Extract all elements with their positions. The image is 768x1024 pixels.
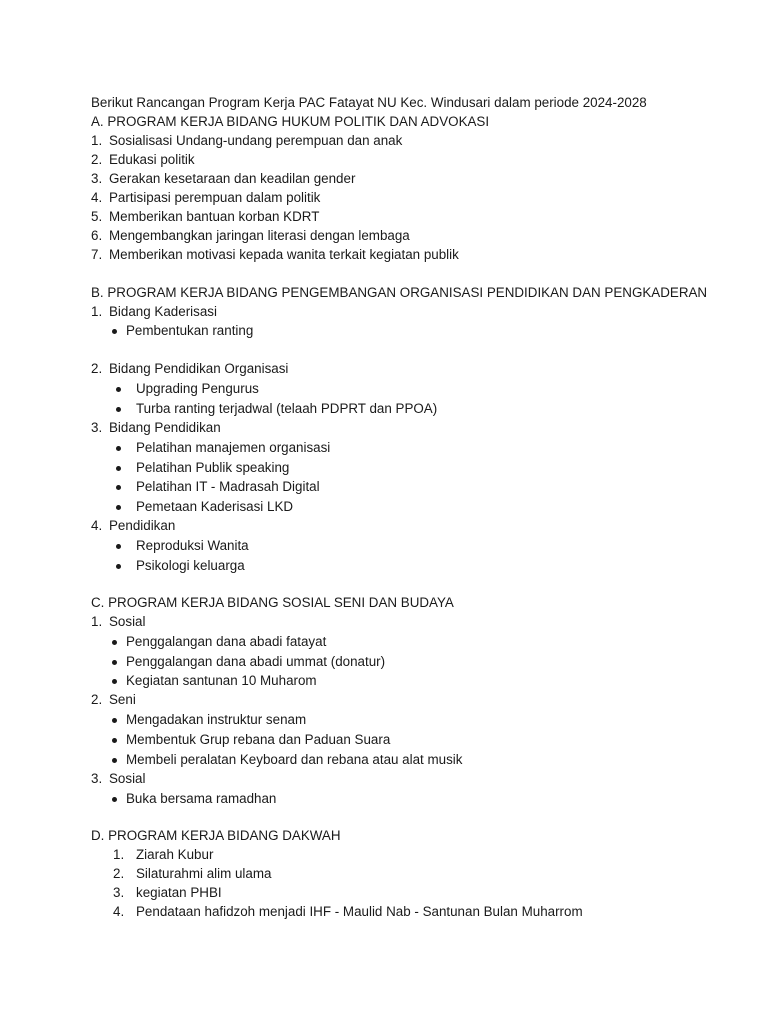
list-number: 1. (113, 847, 125, 862)
list-text: Ziarah Kubur (136, 847, 214, 862)
bullet-icon (112, 679, 117, 684)
list-text: Memberikan motivasi kepada wanita terkait kegiatan publik (109, 247, 459, 262)
list-text: Gerakan kesetaraan dan keadilan gender (109, 171, 356, 186)
list-text: Sosialisasi Undang-undang perempuan dan anak (109, 133, 403, 148)
bullet-text: Membeli peralatan Keyboard dan rebana atau alat musik (126, 752, 463, 767)
section-a-title: A. PROGRAM KERJA BIDANG HUKUM POLITIK DAN ADVOKASI (91, 114, 490, 129)
list-text: Silaturahmi alim ulama (136, 866, 272, 881)
bullet-text: Pembentukan ranting (126, 323, 254, 338)
list-text: Mengembangkan jaringan literasi dengan lembaga (109, 228, 410, 243)
list-number: 1. (91, 304, 103, 319)
list-text: Bidang Pendidikan (109, 420, 221, 435)
intro-text: Berikut Rancangan Program Kerja PAC Fatayat NU Kec. Windusari dalam periode 2024-2028 (91, 95, 647, 110)
list-number: 2. (91, 692, 103, 707)
bullet-icon (116, 387, 121, 392)
list-number: 2. (91, 361, 103, 376)
bullet-text: Kegiatan santunan 10 Muharom (126, 673, 317, 688)
section-b-title: B. PROGRAM KERJA BIDANG PENGEMBANGAN ORGANISASI PENDIDIKAN DAN PENGKADERAN (91, 285, 708, 300)
list-number: 6. (91, 228, 103, 243)
list-number: 2. (91, 152, 103, 167)
bullet-icon (112, 797, 117, 802)
list-number: 3. (91, 420, 103, 435)
list-number: 1. (91, 133, 103, 148)
bullet-icon (116, 485, 121, 490)
list-number: 4. (91, 518, 103, 533)
list-text: Sosial (109, 614, 146, 629)
bullet-icon (112, 758, 117, 763)
bullet-text: Psikologi keluarga (136, 558, 245, 573)
list-number: 3. (91, 171, 103, 186)
list-text: Bidang Pendidikan Organisasi (109, 361, 289, 376)
bullet-text: Pelatihan manajemen organisasi (136, 440, 331, 455)
list-number: 7. (91, 247, 103, 262)
bullet-text: Pelatihan Publik speaking (136, 460, 290, 475)
list-number: 3. (113, 885, 125, 900)
list-number: 1. (91, 614, 103, 629)
bullet-icon (112, 738, 117, 743)
bullet-text: Penggalangan dana abadi ummat (donatur) (126, 654, 386, 669)
section-d-title: D. PROGRAM KERJA BIDANG DAKWAH (91, 828, 341, 843)
bullet-icon (116, 564, 121, 569)
bullet-icon (112, 640, 117, 645)
bullet-text: Pemetaan Kaderisasi LKD (136, 499, 294, 514)
list-text: Partisipasi perempuan dalam politik (109, 190, 321, 205)
list-number: 3. (91, 771, 103, 786)
bullet-text: Penggalangan dana abadi fatayat (126, 634, 327, 649)
bullet-icon (116, 466, 121, 471)
bullet-icon (116, 505, 121, 510)
bullet-icon (116, 544, 121, 549)
list-text: Sosial (109, 771, 146, 786)
list-text: Memberikan bantuan korban KDRT (109, 209, 320, 224)
list-text: Pendataan hafidzoh menjadi IHF - Maulid Nab - Santunan Bulan Muharrom (136, 904, 583, 919)
bullet-icon (112, 718, 117, 723)
bullet-icon (112, 660, 117, 665)
list-text: kegiatan PHBI (136, 885, 222, 900)
bullet-text: Buka bersama ramadhan (126, 791, 277, 806)
bullet-icon (116, 446, 121, 451)
list-number: 2. (113, 866, 125, 881)
bullet-text: Membentuk Grup rebana dan Paduan Suara (126, 732, 391, 747)
list-text: Edukasi politik (109, 152, 195, 167)
list-number: 5. (91, 209, 103, 224)
bullet-text: Pelatihan IT - Madrasah Digital (136, 479, 320, 494)
bullet-text: Turba ranting terjadwal (telaah PDPRT dan PPOA) (136, 401, 438, 416)
list-text: Bidang Kaderisasi (109, 304, 217, 319)
list-number: 4. (91, 190, 103, 205)
bullet-text: Upgrading Pengurus (136, 381, 259, 396)
list-text: Pendidikan (109, 518, 176, 533)
bullet-text: Reproduksi Wanita (136, 538, 249, 553)
bullet-text: Mengadakan instruktur senam (126, 712, 307, 727)
list-number: 4. (113, 904, 125, 919)
bullet-icon (112, 329, 117, 334)
list-text: Seni (109, 692, 136, 707)
section-c-title: C. PROGRAM KERJA BIDANG SOSIAL SENI DAN BUDAYA (91, 595, 454, 610)
bullet-icon (116, 407, 121, 412)
